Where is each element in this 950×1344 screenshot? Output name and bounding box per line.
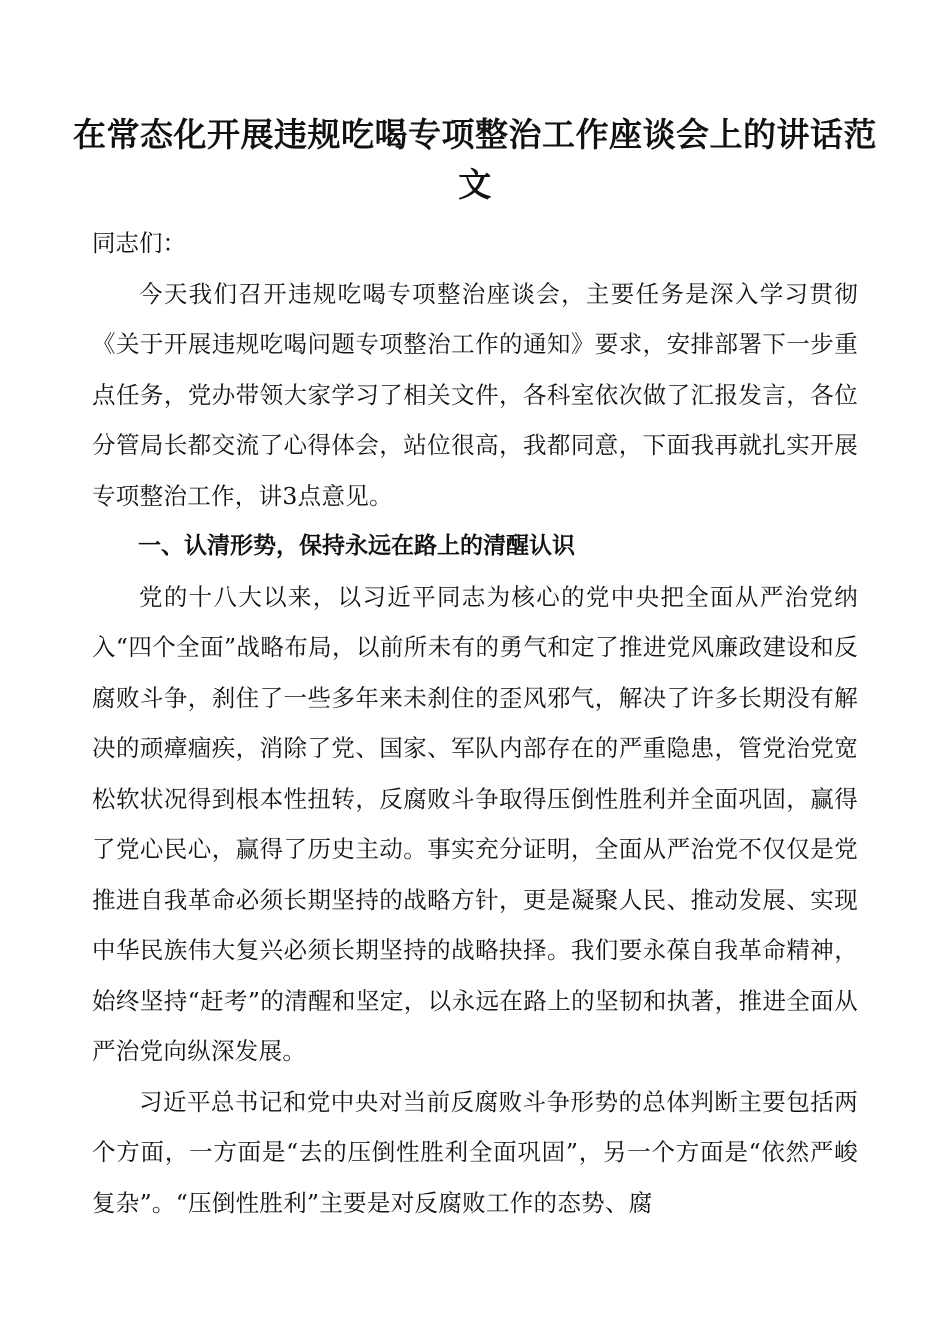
- paragraph-judgement: 习近平总书记和党中央对当前反腐败斗争形势的总体判断主要包括两个方面，一方面是“去的压倒性胜利全面巩固”，另一个方面是“依然严峻复杂”。“压倒性胜利”主要是对反腐败工作的态势、腐: [92, 1087, 858, 1217]
- paragraph-situation: 党的十八大以来，以习近平同志为核心的党中央把全面从严治党纳入“四个全面”战略布局，以前所未有的勇气和定了推进党风廉政建设和反腐败斗争，刹住了一些多年来未刹住的歪风邪气，解决了许多长期没有解决的顽瘴痼疾，消除了党、国家、军队内部存在的严重隐患，管党治党宽松软状况得到根本性扭转，反腐败斗争取得压倒性胜利并全面巩固，赢得了党心民心，赢得了历史主动。事实充分证明，全面从严治党不仅仅是党推进自我革命必须长期坚持的战略方针，更是凝聚人民、推动发展、实现中华民族伟大复兴必须长期坚持的战略抉择。我们要永葆自我革命精神，始终坚持“赶考”的清醒和坚定，以永远在路上的坚韧和执著，推进全面从严治党向纵深发展。: [92, 582, 858, 1065]
- greeting: 同志们：: [92, 229, 186, 257]
- document-title: 在常态化开展违规吃喝专项整治工作座谈会上的讲话范文: [73, 115, 877, 204]
- section-heading-1: 一、认清形势，保持永远在路上的清醒认识: [138, 533, 575, 559]
- paragraph-intro: 今天我们召开违规吃喝专项整治座谈会，主要任务是深入学习贯彻《关于开展违规吃喝问题专项整治工作的通知》要求，安排部署下一步重点任务，党办带领大家学习了相关文件，各科室依次做了汇报发言，各位分管局长都交流了心得体会，站位很高，我都同意，下面我再就扎实开展专项整治工作，讲3点意见。: [92, 279, 858, 510]
- document-page: [73, 110, 877, 1228]
